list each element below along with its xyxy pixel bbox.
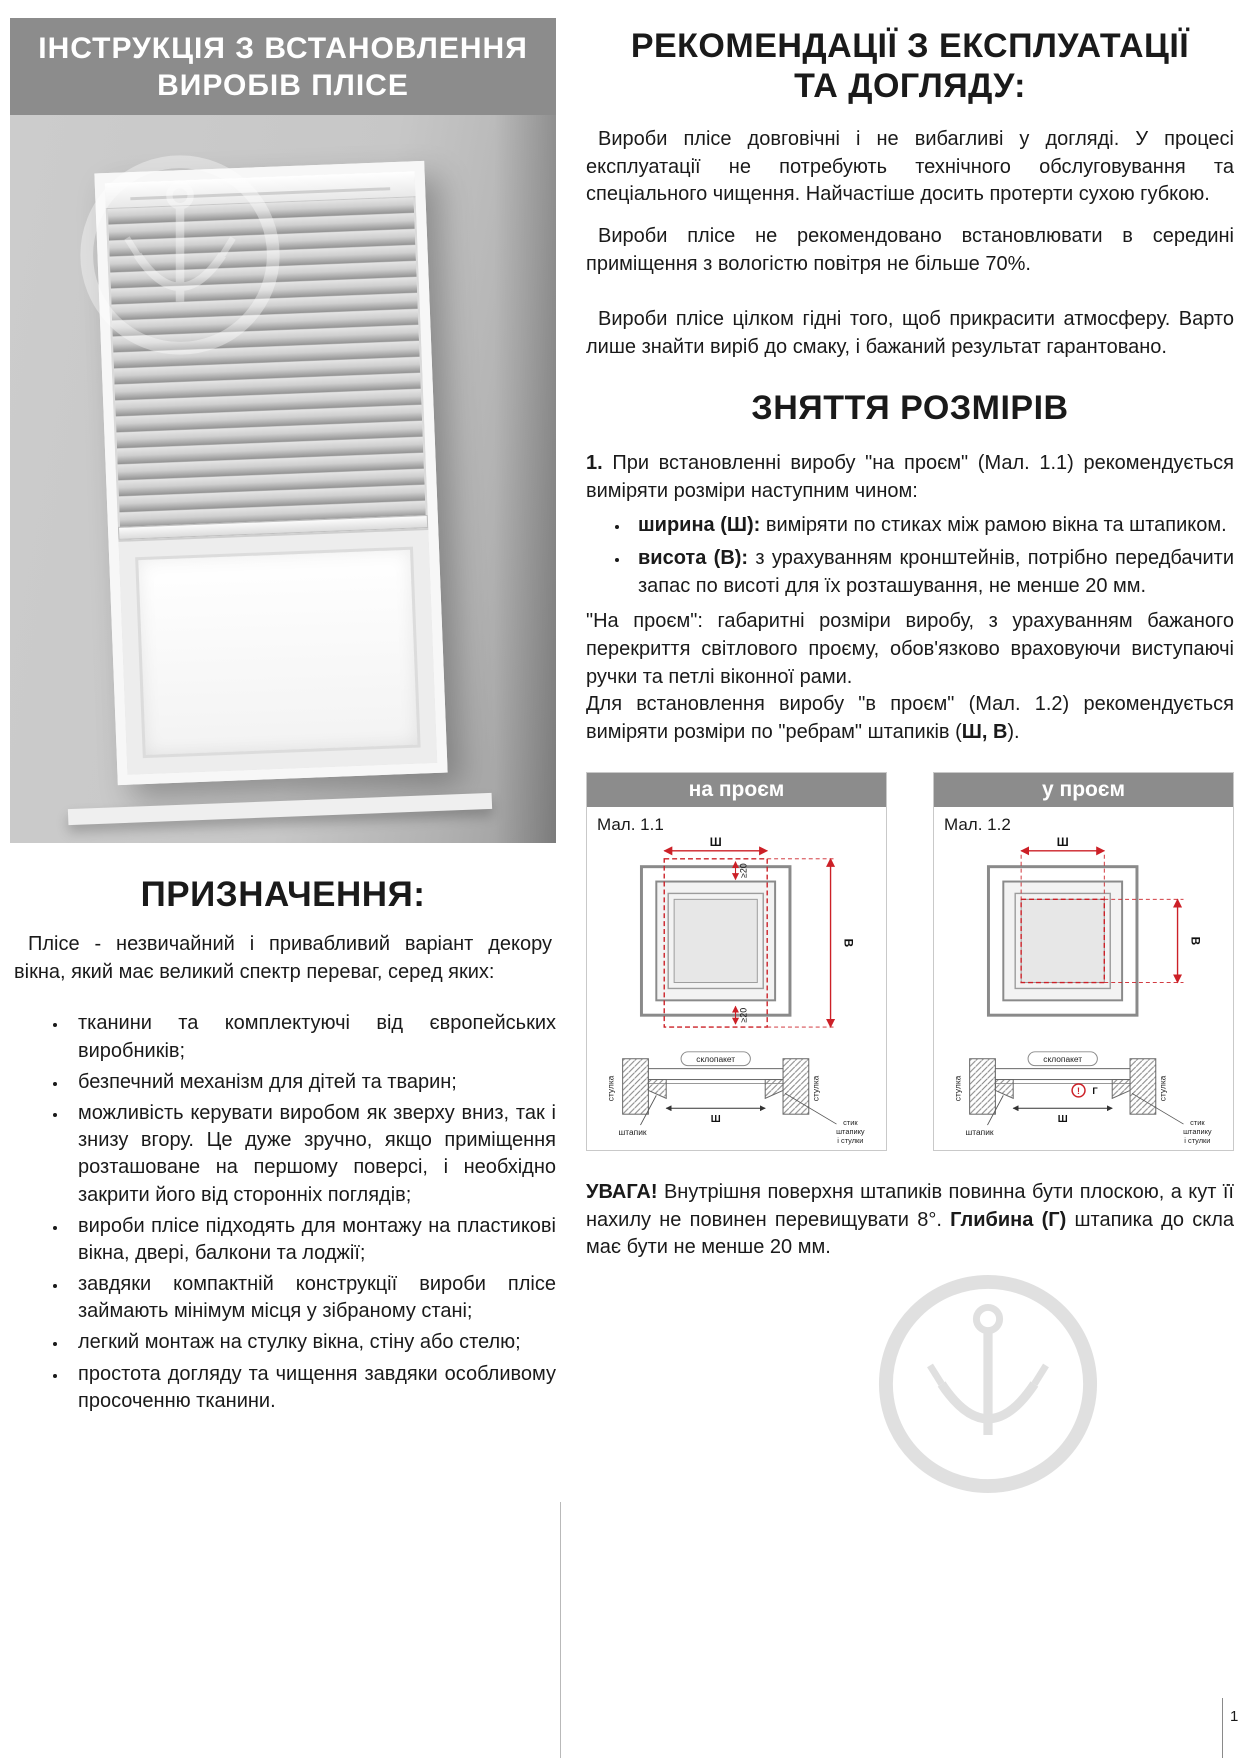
document-title: [10, 18, 556, 115]
warning-depth-term: Глибина (Г): [950, 1208, 1067, 1231]
figure-panel-u-proem: [933, 772, 1234, 1151]
svg-text:Ш: Ш: [710, 1114, 721, 1126]
svg-text:В: В: [841, 938, 856, 948]
svg-text:стулка: стулка: [605, 1075, 616, 1102]
window-sill: [68, 793, 492, 825]
purpose-bullet: • безпечний механізм для дітей та тварин;: [68, 1069, 556, 1096]
warning-paragraph: [586, 1179, 1234, 1262]
window-with-pleated-blind: [94, 161, 447, 785]
care-heading-line1: РЕКОМЕНДАЦІЇ З ЕКСПЛУАТАЦІЇ: [630, 27, 1190, 65]
svg-text:штапик: штапик: [965, 1127, 994, 1138]
care-heading-line2: ТА ДОГЛЯДУ:: [794, 67, 1026, 106]
care-paragraph: Вироби плісе цілком гідні того, щоб прикрасити атмосферу. Варто лише знайти виріб до смаку, і бажаний результат гарантовано.: [586, 308, 1234, 358]
svg-text:Ш: Ш: [709, 835, 722, 850]
brand-logo-icon: [872, 1268, 1104, 1500]
purpose-list: [10, 1010, 556, 1415]
purpose-bullet: • простота догляду та чищення завдяки особливому просоченню тканини.: [68, 1361, 556, 1415]
page-number-rule: [1222, 1698, 1223, 1758]
column-divider-line: [560, 1502, 561, 1758]
svg-text:штапику: штапику: [836, 1127, 865, 1137]
svg-text:≥20: ≥20: [738, 863, 749, 879]
term-width-text: виміряти по стиках між рамою вікна та штапиком.: [760, 513, 1227, 536]
svg-text:штапик: штапик: [618, 1127, 647, 1138]
pleated-fabric: [106, 197, 428, 527]
warning-text-2: штапика до скла має бути не менше 20 мм.: [586, 1208, 1234, 1259]
svg-text:склопакет: склопакет: [696, 1054, 736, 1065]
svg-text:стулка: стулка: [1157, 1075, 1168, 1102]
purpose-bullet: • можливість керувати виробом як зверху вниз, так і знизу вгору. Це дуже зручно, якщо приміщення розташоване на першому поверсі, і необхідно закрити його від сторонніх поглядів;: [68, 1100, 556, 1209]
purpose-intro: Плісе - незвичайний і привабливий варіант декору вікна, який має великий спектр переваг, серед яких:: [14, 933, 552, 983]
svg-text:Г: Г: [1092, 1085, 1098, 1097]
step-text: При встановленні виробу "на проєм" (Мал. 1.1) рекомендується виміряти розміри наступним чином:: [586, 452, 1234, 502]
svg-text:штапику: штапику: [1183, 1127, 1212, 1137]
purpose-bullet: • завдяки компактній конструкції вироби плісе займають мінімум місця у зібраному стані;: [68, 1271, 556, 1325]
measuring-step-1: [586, 450, 1234, 505]
svg-text:склопакет: склопакет: [1043, 1054, 1083, 1065]
right-column: [586, 26, 1234, 1282]
measuring-bullet-height: [630, 545, 1234, 600]
svg-text:≥20: ≥20: [738, 1008, 749, 1023]
measuring-bullet-width: [630, 512, 1234, 540]
brand-watermark: [872, 1268, 1104, 1500]
svg-text:і стулки: і стулки: [1184, 1136, 1211, 1146]
step-number: 1.: [586, 452, 603, 475]
svg-text:Ш: Ш: [1056, 835, 1069, 850]
left-column: [10, 18, 556, 1419]
note-v-proem-text: Для встановлення виробу "в проєм" (Мал. 1.2) рекомендується виміряти розміри по "ребрам" штапиків (: [586, 693, 1234, 743]
svg-text:!: !: [1077, 1086, 1081, 1097]
figure-header: у проєм: [934, 773, 1233, 807]
note-v-proem-dims: Ш, В: [961, 720, 1008, 743]
wall-corner-shadow: [494, 115, 556, 843]
warning-text-1: Внутрішня поверхня штапиків повинна бути плоскою, а кут її нахилу не повинен перевищувати 8°.: [586, 1181, 1234, 1231]
purpose-bullet: • легкий монтаж на стулку вікна, стіну або стелю;: [68, 1329, 556, 1356]
svg-text:В: В: [1188, 936, 1203, 946]
figure-diagram-u-proem: [934, 835, 1233, 1150]
svg-text:стик: стик: [1190, 1118, 1205, 1128]
page-number: 1: [1230, 1708, 1239, 1725]
purpose-bullet: • тканини та комплектуючі від європейських виробників;: [68, 1010, 556, 1064]
term-width: ширина (Ш):: [638, 513, 761, 536]
figure-panel-na-proem: [586, 772, 887, 1151]
note-na-proem: "На проєм": габаритні розміри виробу, з урахуванням бажаного перекриття світлового проєму, обов'язково враховуючи виступаючі ручки та петлі віконної рами.: [586, 610, 1234, 688]
care-heading: [586, 26, 1234, 106]
svg-text:і стулки: і стулки: [837, 1136, 864, 1146]
figure-header: на проєм: [587, 773, 886, 807]
note-v-proem-close: ).: [1007, 720, 1020, 743]
figure-diagram-na-proem: [587, 835, 886, 1150]
purpose-bullet: • вироби плісе підходять для монтажу на пластикові вікна, двері, балкони та лоджії;: [68, 1213, 556, 1267]
care-paragraph: Вироби плісе не рекомендовано встановлювати в середині приміщення з вологістю повітря не більше 70%.: [586, 225, 1234, 275]
term-height-text: з урахуванням кронштейнів, потрібно передбачити запас по висоті для їх розташування, не менше 20 мм.: [638, 547, 1234, 597]
document-title-line2: ВИРОБІВ ПЛІСЕ: [157, 68, 409, 102]
figure-caption: Мал. 1.2: [944, 815, 1011, 835]
svg-text:стулка: стулка: [952, 1075, 963, 1102]
document-title-line1: ІНСТРУКЦІЯ З ВСТАНОВЛЕННЯ: [38, 32, 528, 65]
window-sash: [118, 528, 437, 775]
figures-row: [586, 772, 1234, 1151]
figure-caption: Мал. 1.1: [597, 815, 664, 835]
product-photo: [10, 115, 556, 843]
note-v-proem: [586, 691, 1234, 746]
purpose-heading: ПРИЗНАЧЕННЯ:: [140, 875, 426, 915]
warning-label: УВАГА!: [586, 1181, 658, 1204]
svg-text:Ш: Ш: [1057, 1114, 1068, 1126]
term-height: висота (В):: [638, 547, 749, 570]
svg-text:стулка: стулка: [810, 1075, 821, 1102]
measuring-list: [586, 512, 1234, 601]
window-glass: [135, 547, 421, 759]
measuring-heading: ЗНЯТТЯ РОЗМІРІВ: [751, 389, 1069, 428]
svg-text:стик: стик: [843, 1118, 858, 1128]
care-paragraph: Вироби плісе довговічні і не вибагливі у догляді. У процесі експлуатації не потребують технічного обслуговування та спеціального чищення. Найчастіше досить протерти сухою губкою.: [586, 128, 1234, 206]
